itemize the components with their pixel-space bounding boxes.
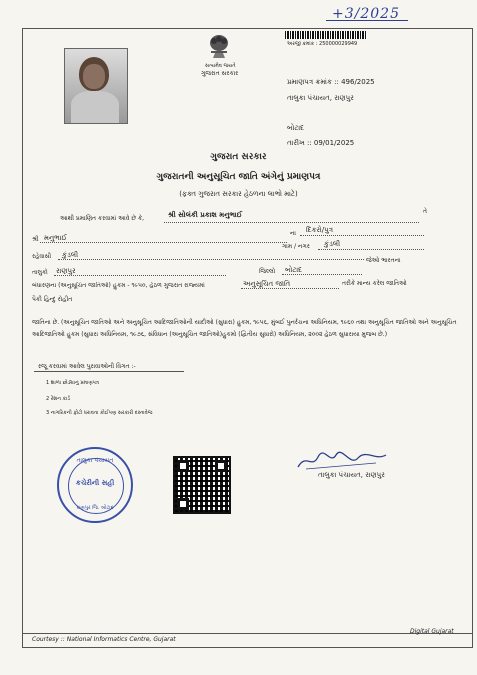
footer-rule	[22, 633, 473, 634]
qr-code	[173, 456, 231, 514]
father-name: મનુભાઈ	[44, 234, 67, 242]
line4-underline	[58, 259, 364, 260]
caste-category: અનુસૂચિત જાતિ	[243, 280, 291, 288]
signature	[296, 449, 388, 471]
document-item: 2 રેશન કાર્ડ	[46, 396, 71, 402]
documents-heading-underline	[34, 371, 184, 372]
certificate-number: પ્રમાણપત્ર ક્રમાંક :: 496/2025	[287, 78, 375, 86]
application-number: અરજી ક્રમાંક : 250000029949	[287, 41, 358, 47]
order-text: બંધારણના (અનુસૂચિત જાતિઓ) હુકમ - ૧૯૫૦, હેઠળ ગુજરાત રાજ્યમાં	[32, 282, 205, 289]
office-seal	[57, 447, 133, 523]
line3-underline	[318, 249, 424, 250]
residence-village: કુંડલી	[62, 251, 79, 259]
caste-name: પૈકી હિન્દુ રોહીત	[32, 296, 73, 303]
handwritten-note: +3/2025	[332, 6, 400, 22]
certificate-title: ગુજરાતની અનુસૂચિત જાતિ અંગેનું પ્રમાણપત્ર	[156, 172, 321, 182]
document-item: 1 શાળા છોડ્યાનું પ્રમાણપત્ર	[46, 380, 99, 386]
line5-underline-a	[54, 275, 226, 276]
courtesy-text: Courtesy :: National Informatics Centre, Gujarat	[32, 636, 176, 643]
relation-label: ના	[290, 230, 296, 237]
state-emblem-icon	[205, 30, 233, 62]
government-heading: ગુજરાત સરકાર	[210, 152, 267, 162]
line1-underline	[164, 222, 419, 223]
order-suffix: તરીકે માન્ય કરેલ જાતિઓ	[342, 280, 407, 287]
document-item: 3 નાગરિકની ફોટો ધરાવતા કોઈપણ સરકારી દસ્તાવેજ	[46, 410, 153, 416]
line1-suffix: તે	[423, 208, 427, 215]
applicant-name: શ્રી સોલંકી પ્રકાશ મનુભાઈ	[168, 211, 243, 219]
emblem-caption-2: ગુજરાત સરકાર	[201, 70, 239, 77]
legal-paragraph: જાતિના છે. (અનુસૂચિત જાતિઓ અને અનુસૂચિત આદિજાતિઓની યાદીઓ (સુધારા) હુકમ, ૧૯૫૬, મુંબઈ પુનર્રચના અધિનિયમ, ૧૯૬૦ તથા અનુસૂચિત જાતિઓ અને અનુસૂચિત આદિજાતિઓ હુકમ (સુધારા અધિનિયમ, ૧૯૭૬, સંવિધાન (અનુસૂચિત જાતિઓ)હુકમો (દ્વિતીય સુધારો) અધિનિયમ, ૨૦૦૨ હેઠળ સુધારાયા મુજબ છે.)	[32, 319, 457, 338]
certificate-subtitle: (ફક્ત ગુજરાત સરકાર હેઠળના લાભો માટે)	[179, 190, 298, 198]
line2-underline-a	[40, 242, 287, 243]
relation: દિકરો/પુત્ર	[306, 226, 334, 234]
line1-prefix: આથી પ્રમાણિત કરવામાં આવે છે કે,	[60, 215, 145, 222]
district-name: બોટાદ	[285, 266, 303, 274]
seal-text-center: કચેરીની સહી	[75, 479, 115, 487]
office-name: તાલુકા પંચાયત, રાણપુર	[287, 94, 354, 102]
applicant-photo	[64, 48, 128, 124]
seal-text-top: તાલુકા પંચાયત	[76, 457, 114, 464]
residence-suffix: જેઓ ભારતના	[366, 257, 401, 264]
village-label: ગામ / નગર	[282, 243, 310, 250]
taluka-label: તાલુકો	[32, 269, 48, 276]
seal-text-bottom: રાણપુર જિ. બોટાદ	[76, 505, 114, 511]
issue-date: તારીખ :: 09/01/2025	[287, 139, 355, 147]
line2-underline-b	[300, 235, 424, 236]
taluka-name: રાણપુર	[56, 267, 76, 275]
district-label: જિલ્લો	[259, 268, 276, 275]
emblem-caption-1: સત્યમેવ જયતે	[205, 63, 236, 69]
signatory-office: તાલુકા પંચાયત, રાણપુર	[318, 471, 385, 479]
digital-gujarat-text: Digital Gujarat	[410, 628, 454, 635]
residence-prefix: રહેવાસી	[32, 253, 52, 260]
barcode	[285, 31, 367, 39]
village-name: કુંડલી	[324, 240, 341, 248]
line2-prefix: શ્રી	[32, 236, 39, 243]
place-name: બોટાદ	[287, 124, 305, 132]
handwritten-underline	[326, 20, 408, 21]
documents-heading: રજૂ કરવામાં આવેલ પુરાવાઓની વિગત :-	[38, 363, 136, 370]
